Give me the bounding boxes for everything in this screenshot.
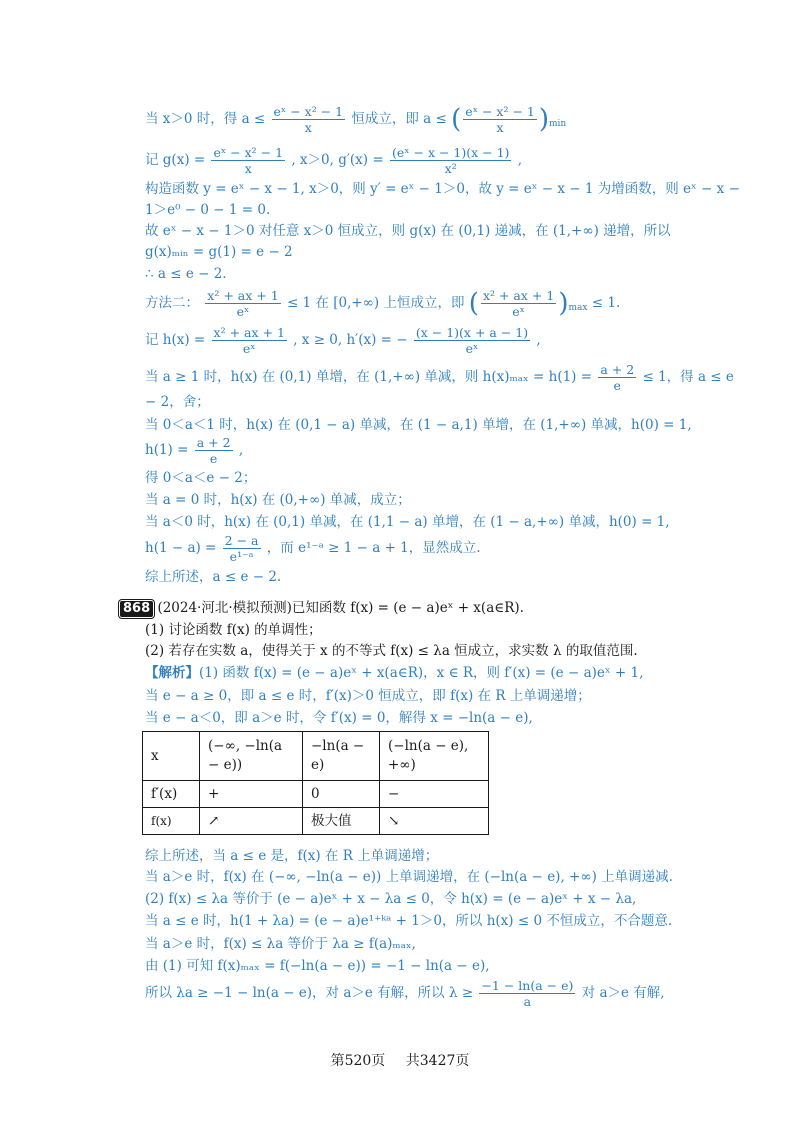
question-text: (2024·河北·模拟预测)已知函数 f(x) = (e − a)eˣ + x(a∈R).: [157, 600, 524, 616]
table-row: [143, 808, 489, 835]
solution-line-14: 得 0＜a＜e − 2；: [145, 470, 257, 486]
page-total: 共3427页: [405, 1053, 470, 1069]
analysis-line-6: (2) f(x) ≤ λa 等价于 (e − a)eˣ + x − λa ≤ 0，令 h(x) = (e − a)eˣ + x − λa,: [145, 891, 637, 907]
solution-line-1: 当 x＞0 时，得 a ≤ $\frac{\text{eˣ − x² − 1}}{x}$ 恒成立，即 a ≤ ( $\frac{\text{eˣ − x² − 1}}{x}$ )$_{min}$: [145, 104, 567, 135]
fraction: $\frac{\text{eˣ − x² − 1}}{x}$: [273, 104, 344, 135]
solution-line-5: 故 eˣ − x − 1＞0 对任意 x＞0 恒成立，则 g(x) 在 (0,1) 递减，在 (1,+∞) 递增，所以: [145, 223, 671, 239]
solution-line-7: ∴ a ≤ e − 2.: [145, 266, 227, 282]
solution-line-9: 记 h(x) = $\frac{\text{x² + ax + 1}}{\text{eˣ}}$ , x ≥ 0, h′(x) = − $\frac{(x - 1)(x + a - 1)}{\text{eˣ}}$ ,: [145, 325, 541, 356]
table-row: [143, 732, 489, 781]
solution-line-8: 方法二： $\frac{\text{x² + ax + 1}}{\text{eˣ}}$ ≤ 1 在 [0,+∞) 上恒成立，即 ( $\frac{\text{x² + ax + 1}}{\text{eˣ}}$ )$_{max} \le 1$.: [145, 288, 621, 319]
solution-line-12: 当 0＜a＜1 时，h(x) 在 (0,1 − a) 单减，在 (1 − a,1) 单增，在 (1,+∞) 单减，h(0) = 1,: [145, 417, 692, 433]
table-cell: ↗: [200, 808, 303, 835]
solution-line-4: 1＞e⁰ − 0 − 1 = 0.: [145, 202, 271, 218]
table-cell: +: [200, 781, 303, 808]
solution-line-13: h(1) = $\frac{a + 2}{e}$ ,: [145, 435, 244, 466]
table-cell: f′(x): [143, 781, 200, 808]
solution-line-3: 构造函数 y = eˣ − x − 1, x＞0，则 y′ = eˣ − 1＞0，故 y = eˣ − x − 1 为增函数，则 eˣ − x −: [145, 181, 740, 197]
solution-line-17: h(1 − a) = $\frac{2 - a}{\text{e¹⁻ᵃ}}$ ，而 e¹⁻ᵃ ≥ 1 − a + 1，显然成立.: [145, 533, 481, 564]
table-cell: ↘: [380, 808, 489, 835]
analysis-tag: 【解析】: [145, 665, 199, 681]
question-part-2: (2) 若存在实数 a，使得关于 x 的不等式 f(x) ≤ λa 恒成立，求实数 λ 的取值范围.: [145, 643, 638, 659]
question-part-1: (1) 讨论函数 f(x) 的单调性；: [145, 622, 322, 638]
solution-line-6: g(x)ₘᵢₙ = g(1) = e − 2: [145, 244, 293, 260]
table-cell: −ln(a − e): [303, 732, 380, 781]
solution-line-11: − 2，舍；: [145, 394, 210, 410]
analysis-line-9: 由 (1) 可知 f(x)ₘₐₓ = f(−ln(a − e)) = −1 − ln(a − e),: [145, 958, 490, 974]
analysis-line-2: 当 e − a ≥ 0，即 a ≤ e 时，f′(x)＞0 恒成立，即 f(x) 在 R 上单调递增；: [145, 688, 591, 704]
solution-line-2: 记 g(x) = $\frac{\text{eˣ − x² − 1}}{x}$ , x＞0, g′(x) = $\frac{\text{(eˣ − x − 1)(x − 1)}}{\text{x²}}$ ,: [145, 145, 523, 176]
analysis-line-1: 【解析】(1) 函数 f(x) = (e − a)eˣ + x(a∈R)，x ∈ R，则 f′(x) = (e − a)eˣ + 1,: [145, 665, 644, 681]
table-cell: 极大值: [303, 808, 380, 835]
question-header: [120, 599, 524, 617]
subscript: min: [549, 119, 567, 129]
solution-line-10: 当 a ≥ 1 时，h(x) 在 (0,1) 单增，在 (1,+∞) 单减，则 h(x)ₘₐₓ = h(1) = $\frac{a + 2}{e}$ ≤ 1，得 a ≤ e: [145, 362, 734, 393]
page-number: 第520页: [330, 1053, 386, 1069]
analysis-line-4: 综上所述，当 a ≤ e 是，f(x) 在 R 上单调递增；: [145, 848, 439, 864]
analysis-line-10: 所以 λa ≥ −1 − ln(a − e)，对 a＞e 有解，所以 λ ≥ $\frac{-1 - \ln(a - e)}{a}$ 对 a＞e 有解,: [145, 978, 665, 1009]
table-row: [143, 781, 489, 808]
analysis-line-8: 当 a＞e 时，f(x) ≤ λa 等价于 λa ≥ f(a)ₘₐₓ,: [145, 936, 416, 952]
table-cell: (−∞, −ln(a − e)): [200, 732, 303, 781]
solution-line-18: 综上所述，a ≤ e − 2.: [145, 569, 282, 585]
analysis-line-3: 当 e − a＜0，即 a＞e 时，令 f′(x) = 0，解得 x = −ln(a − e),: [145, 710, 533, 726]
table-cell: (−ln(a − e), +∞): [380, 732, 489, 781]
table-cell: x: [143, 732, 200, 781]
text: 当 x＞0 时，得 a ≤: [145, 111, 266, 127]
analysis-line-7: 当 a ≤ e 时，h(1 + λa) = (e − a)e¹⁺ᵏᵃ + 1＞0，所以 h(x) ≤ 0 不恒成立，不合题意.: [145, 913, 673, 929]
text: 恒成立，即 a ≤: [351, 111, 447, 127]
monotonicity-table: [142, 731, 489, 835]
fraction: $\frac{\text{eˣ − x² − 1}}{x}$: [465, 104, 535, 135]
table-cell: 0: [303, 781, 380, 808]
table-cell: −: [380, 781, 489, 808]
question-number-badge: 868: [120, 601, 153, 617]
solution-line-16: 当 a＜0 时，h(x) 在 (0,1) 单减，在 (1,1 − a) 单增，在 (1 − a,+∞) 单减，h(0) = 1,: [145, 514, 670, 530]
solution-line-15: 当 a = 0 时，h(x) 在 (0,+∞) 单减，成立；: [145, 492, 411, 508]
analysis-line-5: 当 a＞e 时，f(x) 在 (−∞, −ln(a − e)) 上单调递增，在 (−ln(a − e), +∞) 上单调递减.: [145, 869, 673, 885]
table-cell: f(x): [143, 808, 200, 835]
page-footer: [0, 1050, 800, 1070]
